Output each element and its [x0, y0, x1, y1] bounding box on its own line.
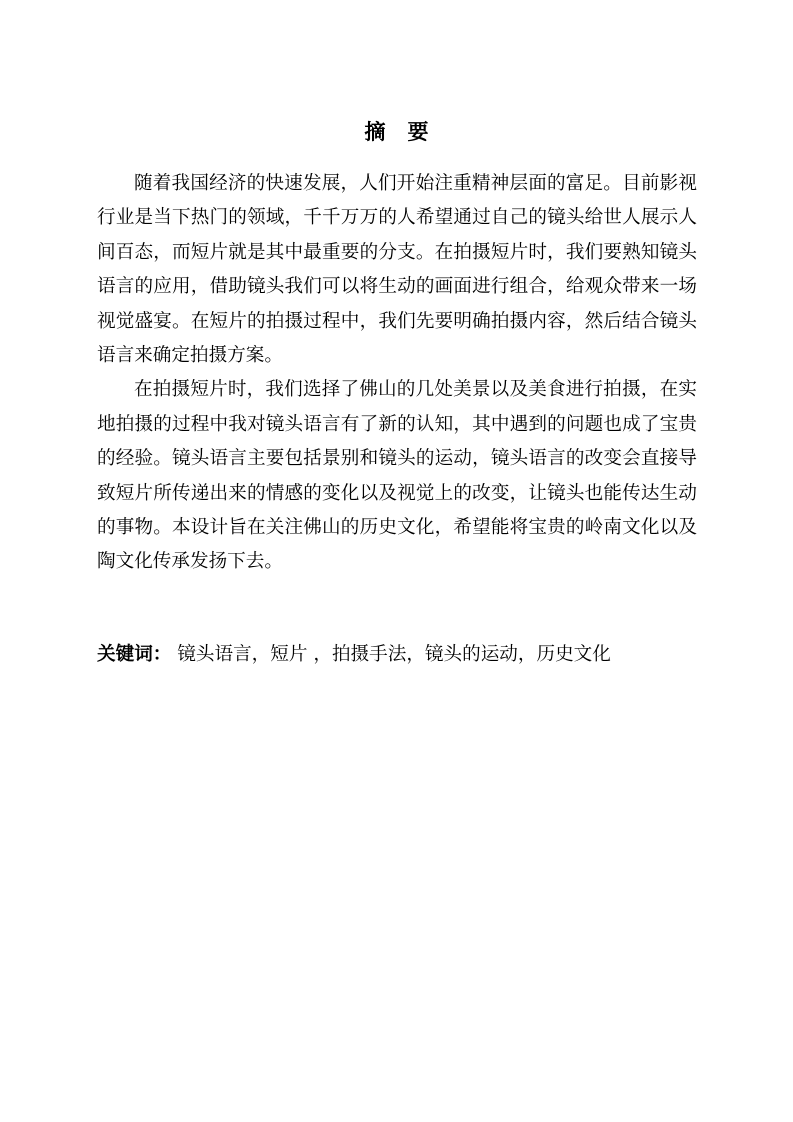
keywords-line [97, 638, 697, 672]
abstract-title-char-2: 要 [407, 120, 429, 144]
abstract-body [97, 167, 697, 580]
abstract-paragraph-2: 在拍摄短片时，我们选择了佛山的几处美景以及美食进行拍摄，在实地拍摄的过程中我对镜头语言有了新的认知，其中遇到的问题也成了宝贵的经验。镜头语言主要包括景别和镜头的运动，镜头语言的改变会直接导致短片所传递出来的情感的变化以及视觉上的改变，让镜头也能传达生动的事物。本设计旨在关注佛山的历史文化，希望能将宝贵的岭南文化以及陶文化传承发扬下去。 [97, 379, 697, 573]
abstract-title [0, 115, 793, 149]
abstract-paragraph-1: 随着我国经济的快速发展，人们开始注重精神层面的富足。目前影视行业是当下热门的领域，千千万万的人希望通过自己的镜头给世人展示人间百态，而短片就是其中最重要的分支。在拍摄短片时，我们要熟知镜头语言的应用，借助镜头我们可以将生动的画面进行组合，给观众带来一场视觉盛宴。在短片的拍摄过程中，我们先要明确拍摄内容，然后结合镜头语言来确定拍摄方案。 [97, 173, 697, 367]
abstract-title-char-1: 摘 [364, 120, 386, 144]
keywords-label: 关键词： [97, 644, 172, 665]
keywords-text: 镜头语言，短片 ，拍摄手法，镜头的运动，历史文化 [171, 644, 611, 665]
